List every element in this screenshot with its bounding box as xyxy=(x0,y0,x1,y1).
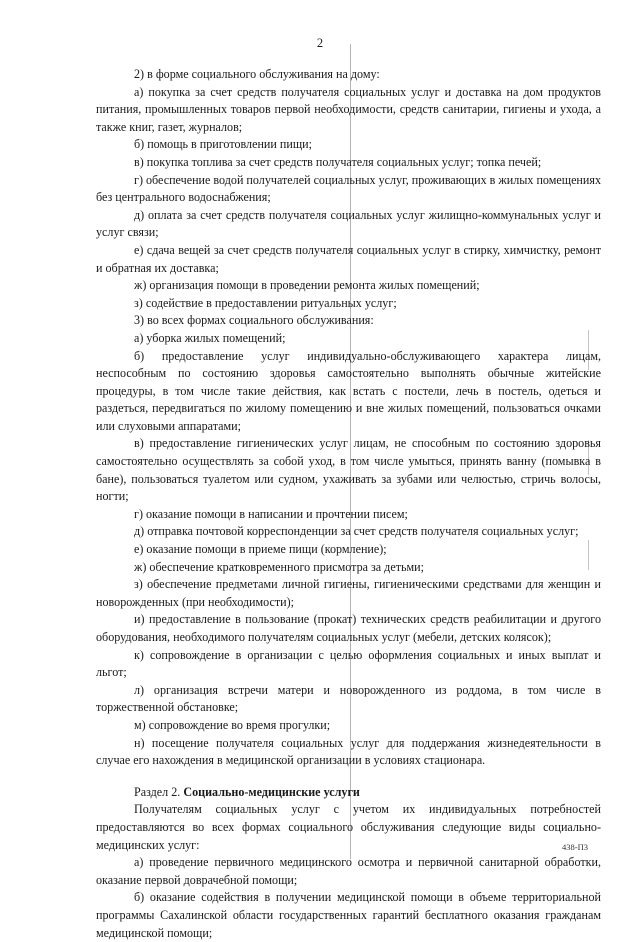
paragraph: б) оказание содействия в получении медицинской помощи в объеме территориальной программы Сахалинской области государственных гарантий бесплатного оказания гражданам медицинской помощи; xyxy=(96,890,601,940)
paragraph: н) посещение получателя социальных услуг для поддержания жизнедеятельности в случае его нахождения в медицинской организации в условиях стационара. xyxy=(96,735,601,768)
paragraph: д) отправка почтовой корреспонденции за счет средств получателя социальных услуг; xyxy=(134,524,579,539)
paragraph: Получателям социальных услуг с учетом их индивидуальных потребностей предоставляются во всех формах социального обслуживания следующие виды социально-медицинских услуг: xyxy=(96,802,601,852)
paragraph: а) проведение первичного медицинского осмотра и первичной санитарной обработки, оказание первой доврачебной помощи; xyxy=(96,855,601,887)
document-code: 438-П3 xyxy=(562,842,588,852)
paragraph: а) уборка жилых помещений; xyxy=(134,330,286,345)
paragraph: м) сопровождение во время прогулки; xyxy=(134,717,331,732)
paragraph: е) сдача вещей за счет средств получателя социальных услуг в стирку, химчистку, ремонт и обратная их доставка; xyxy=(96,242,601,275)
paragraph: а) покупка за счет средств получателя социальных услуг и доставка на дом продуктов питания, промышленных товаров первой необходимости, средств санитарии, гигиены и ухода, а также книг, газет, журналов; xyxy=(96,84,601,134)
paragraph: 2) в форме социального обслуживания на дому: xyxy=(134,67,380,81)
paragraph: ж) обеспечение кратковременного присмотра за детьми; xyxy=(134,559,424,574)
paragraph: в) предоставление гигиенических услуг лицам, не способным по состоянию здоровья самостоятельно осуществлять за собой уход, в том числе умыться, принять ванну (помывка в бане), пользоваться туалетом или судном, ухаживать за зубами или челюстью, стричь волосы, ногти; xyxy=(96,436,601,504)
paragraph: з) обеспечение предметами личной гигиены, гигиеническими средствами для женщин и новорожденных (при необходимости); xyxy=(96,577,601,609)
paragraph: 3) во всех формах социального обслуживания: xyxy=(134,313,374,328)
paragraph: б) помощь в приготовлении пищи; xyxy=(134,137,312,152)
paragraph: е) оказание помощи в приеме пищи (кормление); xyxy=(134,542,387,557)
page-number: 2 xyxy=(316,36,324,50)
paragraph: к) сопровождение в организации с целью оформления социальных и иных выплат и льгот; xyxy=(96,647,601,680)
paragraph: г) оказание помощи в написании и прочтении писем; xyxy=(134,506,408,521)
paragraph: г) обеспечение водой получателей социальных услуг, проживающих в жилых помещениях без центрального водоснабжения; xyxy=(96,172,601,205)
paragraph: в) покупка топлива за счет средств получателя социальных услуг; топка печей; xyxy=(134,154,542,169)
section-prefix: Раздел 2. xyxy=(134,784,181,799)
paragraph: б) предоставление услуг индивидуально-обслуживающего характера лицам, неспособным по состоянию здоровья самостоятельно выполнять обычные житейские процедуры, в том числе такие действия, как встать с постели, лечь в постель, одеться и раздеться, передвигаться по жилому помещению и вне жилых помещений, пользоваться очками или слуховыми аппаратами; xyxy=(96,348,601,433)
paragraph: з) содействие в предоставлении ритуальных услуг; xyxy=(134,295,397,310)
section-heading xyxy=(96,784,601,802)
paragraph: ж) организация помощи в проведении ремонта жилых помещений; xyxy=(134,278,480,293)
paragraph: л) организация встречи матери и новорожденного из роддома, в том числе в торжественной обстановке; xyxy=(96,682,601,715)
section-title: Социально-медицинские услуги xyxy=(183,784,360,799)
paragraph: и) предоставление в пользование (прокат) технических средств реабилитации и другого оборудования, необходимого получателям социальных услуг (мебели, детских колясок); xyxy=(96,612,601,644)
document-body xyxy=(96,66,601,942)
paragraph: д) оплата за счет средств получателя социальных услуг жилищно-коммунальных услуг и услуг связи; xyxy=(96,207,601,240)
